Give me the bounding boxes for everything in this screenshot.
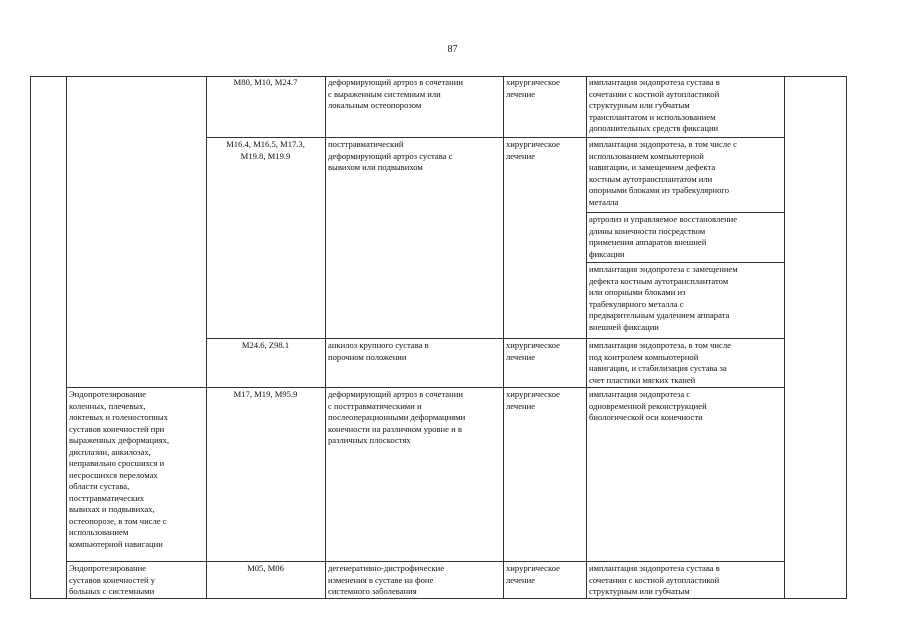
table-cell-procedure-name: Эндопротезирование суставов конечностей у больных с системными	[69, 563, 156, 596]
table-rule	[206, 76, 207, 599]
table-cell-codes: M16.4, M16.5, M17.3, M19.8, M19.9	[226, 139, 305, 161]
table-cell-patient-model: дегенеративно-дистрофические изменения в суставе на фоне системного заболевания	[328, 563, 445, 596]
table-rule	[30, 76, 31, 599]
table-cell-patient-model: деформирующий артроз в сочетании с выраженным системным или локальным остеопорозом	[328, 77, 463, 110]
table-cell-codes: M05, M06	[247, 563, 284, 573]
table-cell-treatment-type: хирургическое лечение	[506, 389, 560, 411]
table-cell-treatment-type: хирургическое лечение	[506, 563, 560, 585]
table-cell-treatment-type: хирургическое лечение	[506, 139, 560, 161]
table-cell-codes: M24.6, Z98.1	[241, 340, 290, 350]
table-rule	[503, 76, 504, 599]
page-number: 87	[447, 44, 458, 55]
table-cell-method: артролиз и управляемое восстановление длины конечности посредством применения аппаратов внешней фиксации	[589, 214, 738, 259]
table-rule	[66, 561, 784, 562]
table-cell-method: имплантация эндопротеза с замещением дефекта костным аутотрансплантатом или опорными блоками из трабекулярного металла с предварительным удалением аппарата внешней фиксации	[589, 264, 738, 332]
table-cell-patient-model: анкилоз крупного сустава в порочном положении	[328, 340, 429, 362]
table-cell-method: имплантация эндопротеза сустава в сочетании с костной аутопластикой структурным или губчатым	[589, 563, 720, 596]
table-cell-treatment-type: хирургическое лечение	[506, 77, 560, 99]
table-cell-codes: M80, M10, M24.7	[233, 77, 298, 87]
table-rule	[784, 76, 785, 599]
table-cell-codes: M17, M19, M95.9	[233, 389, 298, 399]
table-cell-method: имплантация эндопротеза сустава в сочетании с костной аутопластикой структурным или губчатым трансплантатом и использованием дополнительных средств фиксации	[589, 77, 720, 133]
table-cell-method: имплантация эндопротеза с одновременной реконструкцией биологической оси конечности	[589, 389, 707, 422]
table-cell-method: имплантация эндопротеза, в том числе под контролем компьютерной навигации, и стабилизация сустава за счет пластики мягких тканей	[589, 340, 731, 385]
table-rule	[66, 387, 784, 388]
table-cell-method: имплантация эндопротеза, в том числе с использованием компьютерной навигации, и замещением дефекта костным аутотрансплантатом или опорными блоками из трабекулярного металла	[589, 139, 737, 207]
table-rule	[30, 598, 846, 599]
table-rule	[586, 262, 784, 263]
table-cell-procedure-name: Эндопротезирование коленных, плечевых, локтевых и голеностопных суставов конечностей при выраженных деформациях, дисплазии, анкилозах, неправильно сросшихся и несросшихся переломах области сустава, посттравматических вывихах и подвывихах, остеопорозе, в том числе с использованием компьютерной навигации	[69, 389, 170, 549]
table-rule	[325, 76, 326, 599]
table-rule	[586, 212, 784, 213]
table-cell-patient-model: деформирующий артроз в сочетании с посттравматическими и послеоперационными деформациями конечности на различном уровне и в различных плоскостях	[328, 389, 466, 445]
table-rule	[846, 76, 847, 599]
table-cell-treatment-type: хирургическое лечение	[506, 340, 560, 362]
table-rule	[206, 137, 784, 138]
table-rule	[66, 76, 67, 599]
table-rule	[586, 76, 587, 599]
table-rule	[206, 338, 784, 339]
table-cell-patient-model: посттравматический деформирующий артроз сустава с вывихом или подвывихом	[328, 139, 453, 172]
